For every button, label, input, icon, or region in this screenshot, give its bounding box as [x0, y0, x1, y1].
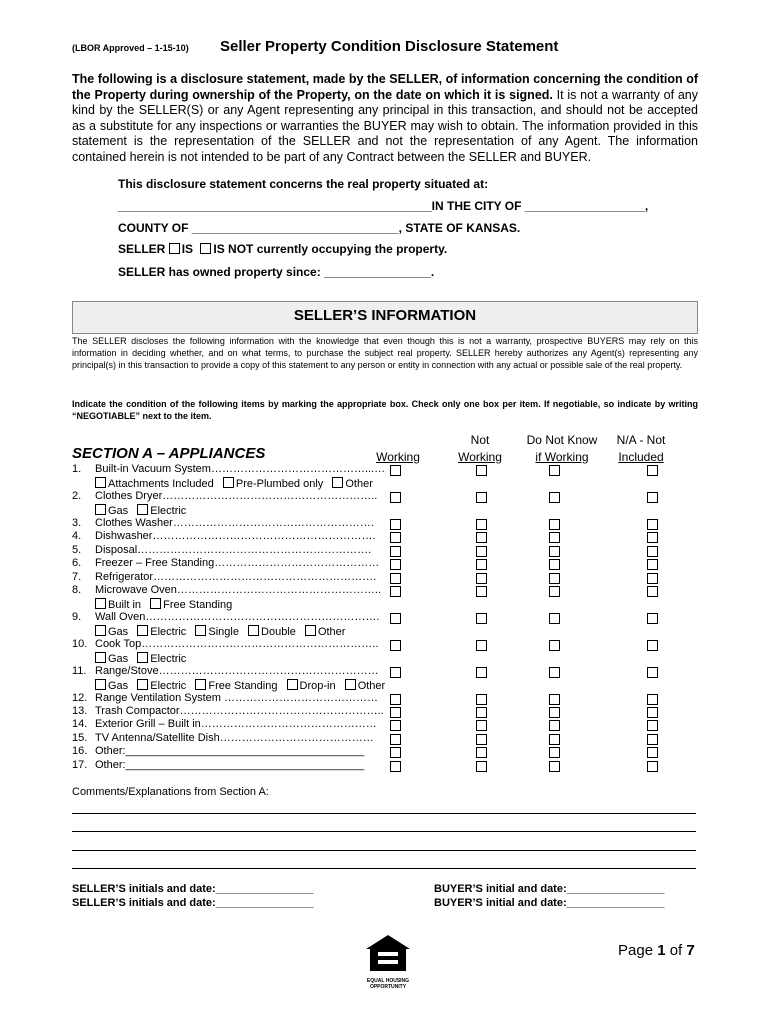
page-of: of — [665, 942, 687, 959]
option-label: Double — [261, 626, 296, 638]
option-checkbox[interactable] — [95, 598, 106, 609]
option-label: Drop-in — [299, 680, 336, 692]
working-checkbox[interactable] — [390, 546, 401, 557]
item-label: Wall Oven………………………………………………………. — [95, 611, 380, 623]
working-checkbox[interactable] — [390, 734, 401, 745]
do-not-know-checkbox[interactable] — [549, 640, 560, 651]
not-working-checkbox[interactable] — [476, 559, 487, 570]
do-not-know-checkbox[interactable] — [549, 613, 560, 624]
option-checkbox[interactable] — [195, 625, 206, 636]
seller-prefix: SELLER — [118, 242, 166, 256]
col-na-1: N/A - Not — [616, 433, 666, 447]
option-label: Free Standing — [208, 680, 278, 692]
not-working-checkbox[interactable] — [476, 546, 487, 557]
working-checkbox[interactable] — [390, 586, 401, 597]
range-options — [95, 679, 391, 692]
not-working-checkbox[interactable] — [476, 519, 487, 530]
option-label: Gas — [108, 505, 129, 517]
item-label: Microwave Oven……………………………………………….. — [95, 584, 382, 596]
option-label: Other — [357, 680, 386, 692]
item-number: 10. — [72, 638, 88, 650]
item-label: Cook Top……………………………………………………….. — [95, 638, 379, 650]
do-not-know-checkbox[interactable] — [549, 559, 560, 570]
not-working-checkbox[interactable] — [476, 465, 487, 476]
col-na-2: Included — [618, 450, 664, 464]
na-checkbox[interactable] — [647, 546, 658, 557]
item-number: 9. — [72, 611, 82, 623]
do-not-know-checkbox[interactable] — [549, 694, 560, 705]
item-label: Built-in Vacuum System……………………………………...… — [95, 463, 386, 475]
option-checkbox[interactable] — [95, 477, 106, 488]
na-checkbox[interactable] — [647, 707, 658, 718]
sellers-info-banner — [72, 301, 698, 334]
option-checkbox[interactable] — [95, 652, 106, 663]
na-checkbox[interactable] — [647, 519, 658, 530]
section-a-title: SECTION A – APPLIANCES — [72, 445, 266, 462]
na-checkbox[interactable] — [647, 667, 658, 678]
item-label: Other:_______________________________________ — [95, 745, 365, 757]
page-total: 7 — [686, 942, 695, 959]
na-checkbox[interactable] — [647, 734, 658, 745]
option-checkbox[interactable] — [137, 504, 148, 515]
not-working-checkbox[interactable] — [476, 492, 487, 503]
owned-since-line[interactable]: SELLER has owned property since: ________________. — [118, 265, 435, 279]
option-checkbox[interactable] — [287, 679, 298, 690]
occupancy-line — [118, 242, 447, 256]
do-not-know-checkbox[interactable] — [549, 747, 560, 758]
page-title: Seller Property Condition Disclosure Statement — [220, 38, 559, 55]
na-checkbox[interactable] — [647, 586, 658, 597]
col-not-1: Not — [470, 433, 490, 447]
na-checkbox[interactable] — [647, 613, 658, 624]
intro-bold: The following is a disclosure statement, made by the SELLER, of information concerning the condition of the Property during ownership of the Property, on the date on which it is signed. — [72, 72, 698, 102]
not-working-checkbox[interactable] — [476, 640, 487, 651]
working-checkbox[interactable] — [390, 492, 401, 503]
do-not-know-checkbox[interactable] — [549, 465, 560, 476]
intro-paragraph — [72, 72, 698, 165]
city-line[interactable]: _______________________________________________IN THE CITY OF __________________, — [118, 199, 649, 213]
option-label: Gas — [108, 626, 129, 638]
na-checkbox[interactable] — [647, 640, 658, 651]
col-working: Working — [376, 450, 420, 464]
comment-line[interactable] — [72, 831, 696, 832]
option-label: Other — [317, 626, 346, 638]
not-working-checkbox[interactable] — [476, 532, 487, 543]
item-label: Dishwasher……………………………………………………. — [95, 530, 376, 542]
option-label: Built in — [108, 599, 142, 611]
do-not-know-checkbox[interactable] — [549, 667, 560, 678]
option-label: Electric — [150, 653, 187, 665]
na-checkbox[interactable] — [647, 465, 658, 476]
na-checkbox[interactable] — [647, 573, 658, 584]
option-label: Electric — [150, 680, 187, 692]
page-current: 1 — [657, 942, 666, 959]
item-label: Other:_______________________________________ — [95, 759, 365, 771]
option-checkbox[interactable] — [137, 652, 148, 663]
item-number: 16. — [72, 745, 88, 757]
item-number: 3. — [72, 517, 82, 529]
item-number: 13. — [72, 705, 88, 717]
wall-oven-options — [95, 625, 351, 638]
item-number: 12. — [72, 692, 88, 704]
do-not-know-checkbox[interactable] — [549, 573, 560, 584]
item-number: 15. — [72, 732, 88, 744]
approval-note: (LBOR Approved – 1-15-10) — [72, 43, 189, 53]
working-checkbox[interactable] — [390, 694, 401, 705]
option-checkbox[interactable] — [137, 679, 148, 690]
option-label: Attachments Included — [108, 478, 214, 490]
comments-label: Comments/Explanations from Section A: — [72, 786, 269, 798]
item-number: 8. — [72, 584, 82, 596]
logo-text-1: EQUAL HOUSING — [366, 978, 410, 984]
col-dnk-1: Do Not Know — [526, 433, 598, 447]
not-working-checkbox[interactable] — [476, 747, 487, 758]
is-label: IS — [181, 242, 194, 256]
option-checkbox[interactable] — [95, 679, 106, 690]
not-working-checkbox[interactable] — [476, 667, 487, 678]
working-checkbox[interactable] — [390, 667, 401, 678]
item-number: 1. — [72, 463, 82, 475]
option-label: Single — [208, 626, 239, 638]
comment-line[interactable] — [72, 868, 696, 869]
working-checkbox[interactable] — [390, 465, 401, 476]
option-checkbox[interactable] — [305, 625, 316, 636]
seller-initials-2[interactable]: SELLER’S initials and date:________________ — [72, 897, 314, 909]
na-checkbox[interactable] — [647, 532, 658, 543]
not-working-checkbox[interactable] — [476, 734, 487, 745]
do-not-know-checkbox[interactable] — [549, 532, 560, 543]
item-number: 14. — [72, 718, 88, 730]
page-prefix: Page — [618, 942, 658, 959]
option-label: Free Standing — [163, 599, 233, 611]
item-label: Clothes Washer………………………………………………. — [95, 517, 374, 529]
item-number: 5. — [72, 544, 82, 556]
not-working-checkbox[interactable] — [476, 694, 487, 705]
not-working-checkbox[interactable] — [476, 573, 487, 584]
intro-normal: It is not a warranty of any kind by the SELLER(S) or any Agent representing any principal in this transaction, and should not be accepted as a substitute for any inspections or warranties the BUYER may wish to obtain. The information provided in this statement is the representation of the SELLER and not the representation of any Agent. The information contained herein is not intended to be part of any Contract between the SELLER and BUYER. — [72, 87, 699, 164]
option-label: Gas — [108, 680, 129, 692]
na-checkbox[interactable] — [647, 720, 658, 731]
na-checkbox[interactable] — [647, 694, 658, 705]
option-checkbox[interactable] — [150, 598, 161, 609]
item-number: 4. — [72, 530, 82, 542]
do-not-know-checkbox[interactable] — [549, 519, 560, 530]
working-checkbox[interactable] — [390, 559, 401, 570]
na-checkbox[interactable] — [647, 559, 658, 570]
col-dnk-2: if Working — [535, 450, 589, 464]
dryer-options — [95, 504, 192, 517]
do-not-know-checkbox[interactable] — [549, 546, 560, 557]
item-number: 11. — [72, 665, 87, 677]
not-working-checkbox[interactable] — [476, 761, 487, 772]
do-not-know-checkbox[interactable] — [549, 734, 560, 745]
seller-initials-1[interactable]: SELLER’S initials and date:________________ — [72, 883, 314, 895]
item-label: Range Ventilation System …………………………………… — [95, 692, 379, 704]
option-label: Electric — [150, 505, 187, 517]
vacuum-options — [95, 477, 379, 490]
working-checkbox[interactable] — [390, 747, 401, 758]
page-number — [618, 942, 695, 959]
is-not-checkbox[interactable] — [200, 243, 211, 254]
instruction-text: Indicate the condition of the following items by marking the appropriate box. Check only one box per item. If negotiable, so indicate by writing “NEGOTIABLE” next to the item. — [72, 399, 698, 421]
working-checkbox[interactable] — [390, 613, 401, 624]
option-label: Other — [345, 478, 373, 490]
do-not-know-checkbox[interactable] — [549, 707, 560, 718]
working-checkbox[interactable] — [390, 573, 401, 584]
equal-housing-house-icon — [364, 933, 412, 973]
working-checkbox[interactable] — [390, 707, 401, 718]
not-working-checkbox[interactable] — [476, 707, 487, 718]
na-checkbox[interactable] — [647, 747, 658, 758]
do-not-know-checkbox[interactable] — [549, 720, 560, 731]
equal-housing-logo — [364, 933, 412, 989]
working-checkbox[interactable] — [390, 532, 401, 543]
option-checkbox[interactable] — [345, 679, 356, 690]
sellers-info-heading: SELLER’S INFORMATION — [293, 307, 477, 324]
item-label: Clothes Dryer………………………………………………….. — [95, 490, 378, 502]
na-checkbox[interactable] — [647, 761, 658, 772]
is-checkbox[interactable] — [169, 243, 180, 254]
concerns-line: This disclosure statement concerns the real property situated at: — [118, 177, 489, 191]
comment-line[interactable] — [72, 850, 696, 851]
working-checkbox[interactable] — [390, 519, 401, 530]
not-working-checkbox[interactable] — [476, 613, 487, 624]
item-label: Refrigerator……………………………………………………. — [95, 571, 377, 583]
buyer-initials-1[interactable]: BUYER’S initial and date:________________ — [434, 883, 665, 895]
option-checkbox[interactable] — [248, 625, 259, 636]
item-label: Disposal………………………………………………………. — [95, 544, 372, 556]
do-not-know-checkbox[interactable] — [549, 586, 560, 597]
option-label: Electric — [150, 626, 187, 638]
item-number: 6. — [72, 557, 82, 569]
item-number: 17. — [72, 759, 88, 771]
option-checkbox[interactable] — [95, 625, 106, 636]
working-checkbox[interactable] — [390, 720, 401, 731]
option-label: Gas — [108, 653, 129, 665]
item-label: Freezer – Free Standing……………………………………… — [95, 557, 380, 569]
working-checkbox[interactable] — [390, 640, 401, 651]
item-label: Exterior Grill – Built in………………………………………… — [95, 718, 377, 730]
do-not-know-checkbox[interactable] — [549, 761, 560, 772]
item-number: 7. — [72, 571, 82, 583]
not-working-checkbox[interactable] — [476, 586, 487, 597]
sellers-disclaimer: The SELLER discloses the following information with the knowledge that even though this is not a warranty, prospective BUYERS may rely on this information in deciding whether, and on what terms, to purchase the subject real property. SELLER hereby authorizes any Agent(s) representing any principal(s) in this transaction to provide a copy of this statement to any person or entity in connection with any actual or possible sale of the real property. — [72, 336, 698, 370]
cook-top-options — [95, 652, 192, 665]
item-label: TV Antenna/Satellite Dish…………………………………… — [95, 732, 374, 744]
col-not-2: Working — [458, 450, 502, 464]
item-label: Trash Compactor……………………………………………….. — [95, 705, 384, 717]
comment-line[interactable] — [72, 813, 696, 814]
not-working-checkbox[interactable] — [476, 720, 487, 731]
option-checkbox[interactable] — [195, 679, 206, 690]
microwave-options — [95, 598, 238, 611]
option-checkbox[interactable] — [332, 477, 343, 488]
do-not-know-checkbox[interactable] — [549, 492, 560, 503]
logo-text-2: OPPORTUNITY — [369, 984, 407, 990]
option-checkbox[interactable] — [95, 504, 106, 515]
buyer-initials-2[interactable]: BUYER’S initial and date:________________ — [434, 897, 665, 909]
option-checkbox[interactable] — [137, 625, 148, 636]
item-label: Range/Stove…………………………………………………… — [95, 665, 379, 677]
na-checkbox[interactable] — [647, 492, 658, 503]
option-checkbox[interactable] — [223, 477, 234, 488]
option-label: Pre-Plumbed only — [235, 478, 324, 490]
item-number: 2. — [72, 490, 82, 502]
working-checkbox[interactable] — [390, 761, 401, 772]
county-line[interactable]: COUNTY OF _______________________________, STATE OF KANSAS. — [118, 221, 521, 235]
is-not-label: IS NOT currently occupying the property. — [213, 242, 448, 256]
